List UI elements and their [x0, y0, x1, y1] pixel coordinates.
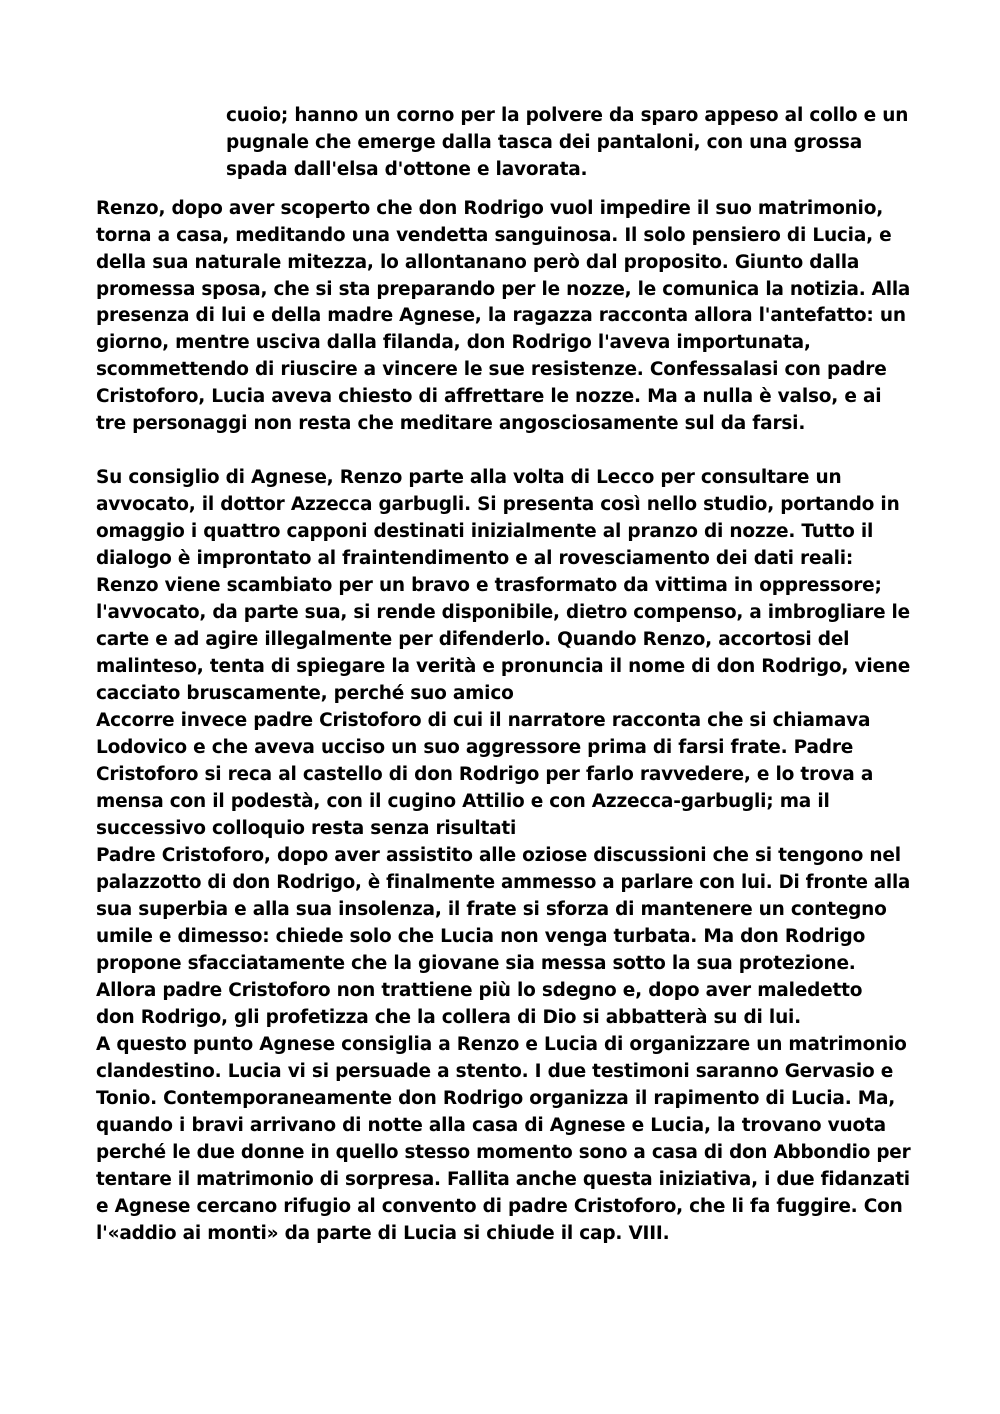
text-line: presenza di lui e della madre Agnese, la ragazza racconta allora l'antefatto: un — [96, 305, 906, 326]
text-line: don Rodrigo, gli profetizza che la collera di Dio si abbatterà su di lui. — [96, 1007, 802, 1028]
text-line: successivo colloquio resta senza risultati — [96, 818, 517, 839]
text-line: Renzo, dopo aver scoperto che don Rodrigo vuol impedire il suo matrimonio, — [96, 198, 884, 219]
text-line: clandestino. Lucia vi si persuade a stento. I due testimoni saranno Gervasio e — [96, 1061, 894, 1082]
text-line: Accorre invece padre Cristoforo di cui il narratore racconta che si chiamava — [96, 710, 871, 731]
text-line: umile e dimesso: chiede solo che Lucia non venga turbata. Ma don Rodrigo — [96, 926, 866, 947]
text-line: palazzotto di don Rodrigo, è finalmente ammesso a parlare con lui. Di fronte alla — [96, 872, 911, 893]
text-line: tre personaggi non resta che meditare angosciosamente sul da farsi. — [96, 413, 806, 434]
text-line: torna a casa, meditando una vendetta sanguinosa. Il solo pensiero di Lucia, e — [96, 225, 892, 246]
text-line: quando i bravi arrivano di notte alla casa di Agnese e Lucia, la trovano vuota — [96, 1115, 886, 1136]
text-line: mensa con il podestà, con il cugino Attilio e con Azzecca-garbugli; ma il — [96, 791, 830, 812]
text-line: dialogo è improntato al fraintendimento e al rovesciamento dei dati reali: — [96, 548, 854, 569]
text-line: e Agnese cercano rifugio al convento di padre Cristoforo, che li fa fuggire. Con — [96, 1196, 903, 1217]
text-line: Renzo viene scambiato per un bravo e trasformato da vittima in oppressore; — [96, 575, 882, 596]
text-line: perché le due donne in quello stesso momento sono a casa di don Abbondio per — [96, 1142, 911, 1163]
text-line: scommettendo di riuscire a vincere le sue resistenze. Confessalasi con padre — [96, 359, 887, 380]
text-line: Cristoforo, Lucia aveva chiesto di affrettare le nozze. Ma a nulla è valso, e ai — [96, 386, 882, 407]
text-line: della sua naturale mitezza, lo allontanano però dal proposito. Giunto dalla — [96, 252, 860, 273]
text-line: malinteso, tenta di spiegare la verità e pronuncia il nome di don Rodrigo, viene — [96, 656, 911, 677]
text-line: l'avvocato, da parte sua, si rende disponibile, dietro compenso, a imbrogliare le — [96, 602, 910, 623]
text-line: Su consiglio di Agnese, Renzo parte alla volta di Lecco per consultare un — [96, 467, 842, 488]
text-line: cacciato bruscamente, perché suo amico — [96, 683, 514, 704]
text-line: Lodovico e che aveva ucciso un suo aggressore prima di farsi frate. Padre — [96, 737, 854, 758]
text-line: tentare il matrimonio di sorpresa. Fallita anche questa iniziativa, i due fidanzati — [96, 1169, 910, 1190]
text-line: giorno, mentre usciva dalla filanda, don Rodrigo l'aveva importunata, — [96, 332, 811, 353]
text-line: carte e ad agire illegalmente per difenderlo. Quando Renzo, accortosi del — [96, 629, 850, 650]
text-line: Cristoforo si reca al castello di don Rodrigo per farlo ravvedere, e lo trova a — [96, 764, 874, 785]
text-line: omaggio i quattro capponi destinati inizialmente al pranzo di nozze. Tutto il — [96, 521, 874, 542]
text-line: sua superbia e alla sua insolenza, il frate si sforza di mantenere un contegno — [96, 899, 887, 920]
text-line: cuoio; hanno un corno per la polvere da sparo appeso al collo e un — [226, 105, 909, 126]
text-line: propone sfacciatamente che la giovane sia messa sotto la sua protezione. — [96, 953, 856, 974]
text-line: pugnale che emerge dalla tasca dei pantaloni, con una grossa — [226, 132, 863, 153]
text-line: Allora padre Cristoforo non trattiene più lo sdegno e, dopo aver maledetto — [96, 980, 863, 1001]
text-line: Tonio. Contemporaneamente don Rodrigo organizza il rapimento di Lucia. Ma, — [96, 1088, 896, 1109]
text-line: promessa sposa, che si sta preparando per le nozze, le comunica la notizia. Alla — [96, 279, 911, 300]
text-line: Padre Cristoforo, dopo aver assistito alle oziose discussioni che si tengono nel — [96, 845, 901, 866]
text-line: l'«addio ai monti» da parte di Lucia si chiude il cap. VIII. — [96, 1223, 670, 1244]
text-line: spada dall'elsa d'ottone e lavorata. — [226, 159, 588, 180]
text-line: avvocato, il dottor Azzecca garbugli. Si presenta così nello studio, portando in — [96, 494, 900, 515]
text-line: A questo punto Agnese consiglia a Renzo e Lucia di organizzare un matrimonio — [96, 1034, 907, 1055]
